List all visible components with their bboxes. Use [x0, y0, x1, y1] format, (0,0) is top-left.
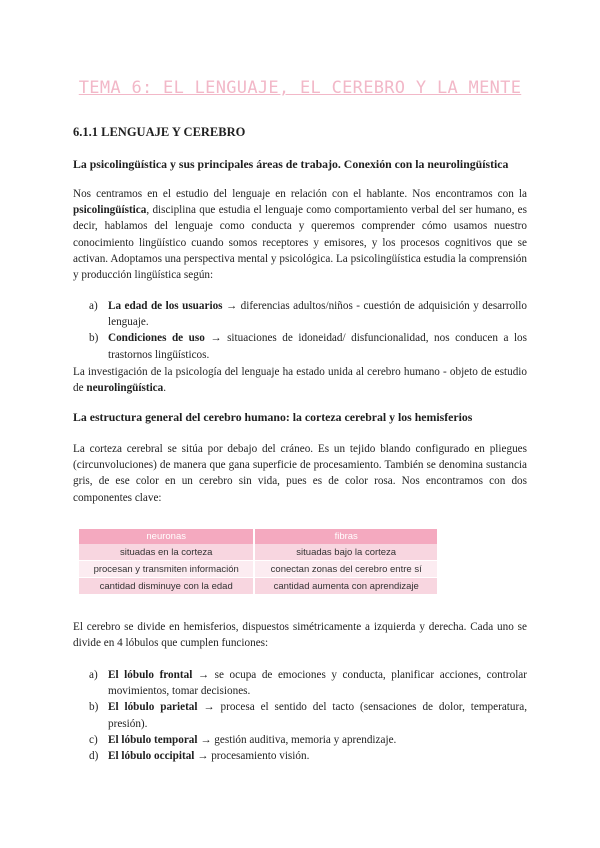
list-marker: b) — [89, 332, 99, 345]
list-marker: a) — [89, 300, 98, 312]
list-item-text: → diferencias adultos/niños - cuestión de adquisición y desarrollo lenguaje. — [108, 300, 527, 329]
subheading-estructura-cerebro: La estructura general del cerebro humano: la corteza cerebral y los hemisferios — [73, 410, 473, 424]
list-lobulos — [73, 667, 527, 764]
paragraph-text: Nos centramos en el estudio del lenguaje en relación con el hablante. Nos encontramos con la — [73, 188, 527, 200]
list-item — [73, 667, 527, 699]
components-table — [79, 529, 439, 595]
list-item — [73, 330, 527, 362]
list-item-term: El lóbulo parietal — [108, 701, 198, 714]
paragraph-psicolinguistica — [73, 186, 527, 283]
table-cell: cantidad disminuye con la edad — [79, 578, 254, 595]
table-row — [79, 544, 438, 561]
list-marker: d) — [89, 750, 99, 763]
paragraph-text: . — [163, 382, 167, 395]
list-item-text: → gestión auditiva, memoria y aprendizaje. — [197, 733, 397, 746]
table-row — [79, 561, 438, 578]
list-marker: b) — [89, 701, 99, 714]
list-item — [73, 298, 527, 330]
list-marker: a) — [89, 669, 98, 681]
table-cell: situadas bajo la corteza — [254, 544, 438, 561]
paragraph-hemisferios: El cerebro se divide en hemisferios, dispuestos simétricamente a izquierda y derecha. Cada uno se divide en 4 lóbulos que cumplen funciones: — [73, 621, 527, 650]
list-marker: c) — [89, 733, 98, 746]
list-criterios — [73, 298, 527, 363]
bold-term: neurolingüística — [86, 382, 164, 395]
section-heading: 6.1.1 LENGUAJE Y CEREBRO — [73, 125, 246, 139]
list-item-text: → se ocupa de emociones y conducta, planificar acciones, controlar movimientos, tomar decisiones. — [108, 669, 527, 698]
paragraph-text: , disciplina que estudia el lenguaje como comportamiento verbal del ser humano, es decir, hablamos del lenguaje como conducta y queremos comprender cómo usamos nuestro conocimiento lingüístico cuando somos receptores y emisores, y los procesos cognitivos que se activan. Adoptamos una perspectiva mental y psicológica. La psicolingüística estudia la comprensión y producción lingüística según: — [73, 204, 527, 282]
paragraph-neurolinguistica — [73, 364, 527, 396]
list-item — [73, 699, 527, 731]
list-item-text: → procesa el sentido del tacto (sensaciones de dolor, temperatura, presión). — [108, 701, 527, 730]
table-cell: procesan y transmiten información — [79, 561, 254, 578]
table-cell: situadas en la corteza — [79, 544, 254, 561]
list-item-term: El lóbulo occipital — [108, 750, 195, 763]
list-item-term: La edad de los usuarios — [108, 300, 223, 312]
list-item-text: → procesamiento visión. — [194, 750, 310, 763]
paragraph-corteza: La corteza cerebral se sitúa por debajo del cráneo. Es un tejido blando configurado en pliegues (circunvoluciones) de manera que gana superficie de procesamiento. También se denomina sustancia gris, de ese color en un cerebro sin vida, pues es de color rosa. Nos encontramos con dos componentes clave: — [73, 443, 527, 504]
paragraph-text: La investigación de la psicología del lenguaje ha estado unida al cerebro humano - objeto de estudio de — [73, 366, 527, 395]
table-cell: cantidad aumenta con aprendizaje — [254, 578, 438, 595]
page-title: TEMA 6: EL LENGUAJE, EL CEREBRO Y LA MENTE — [78, 78, 522, 98]
subheading-psicolinguistica: La psicolingüística y sus principales áreas de trabajo. Conexión con la neurolingüística — [73, 157, 509, 171]
list-item — [73, 748, 527, 764]
list-item-text: → situaciones de idoneidad/ disfuncionalidad, nos conducen a los trastornos lingüísticos. — [108, 332, 527, 361]
list-item-term: El lóbulo frontal — [108, 669, 193, 681]
table-cell: conectan zonas del cerebro entre sí — [254, 561, 438, 578]
table-row — [79, 578, 438, 595]
list-item-term: Condiciones de uso — [108, 332, 205, 345]
list-item — [73, 732, 527, 748]
table-header: neuronas — [79, 529, 254, 544]
bold-term: psicolingüística — [73, 204, 147, 217]
table-header: fibras — [254, 529, 438, 544]
list-item-term: El lóbulo temporal — [108, 733, 198, 746]
